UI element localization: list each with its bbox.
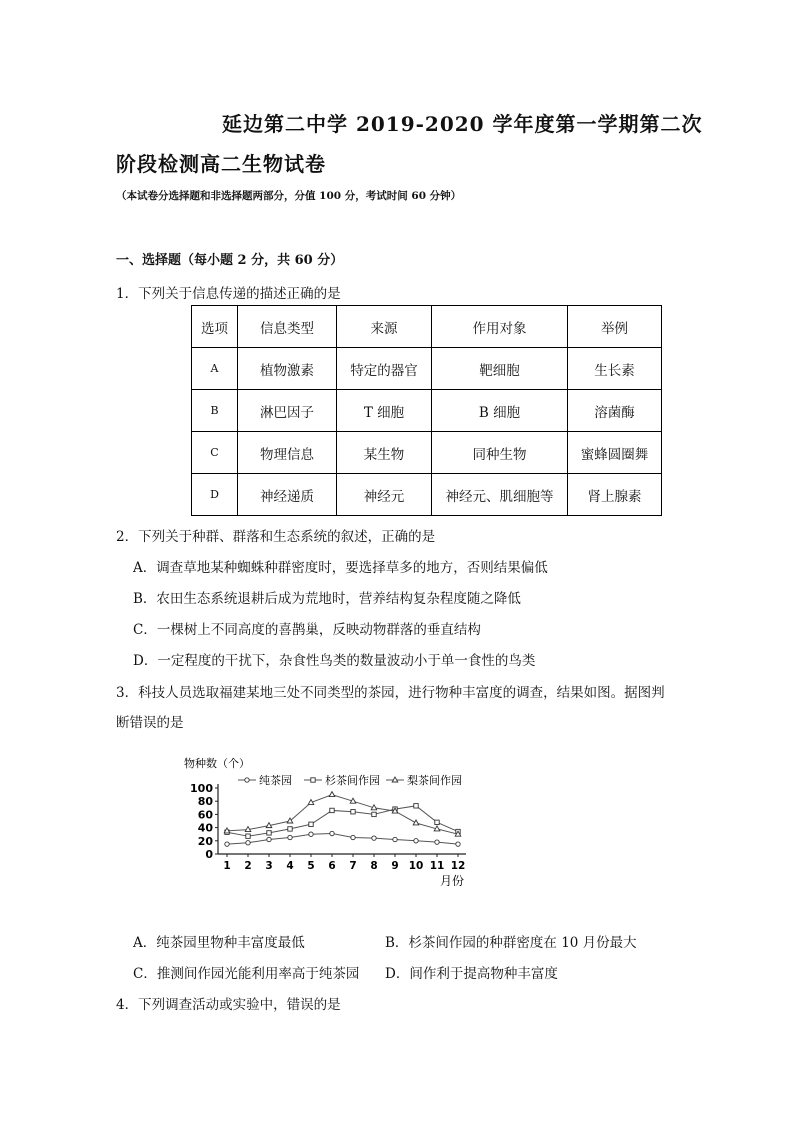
table-cell: B (192, 390, 238, 432)
x-tick-label: 7 (349, 860, 357, 872)
data-point (329, 792, 335, 797)
x-tick-label: 6 (328, 860, 336, 872)
chart-axes (190, 782, 466, 872)
exam-title-line1: 延边第二中学 2019-2020 学年度第一学期第二次 (222, 112, 703, 136)
chart-plot (224, 792, 461, 847)
data-point (309, 832, 313, 836)
table-cell: 同种生物 (432, 432, 568, 474)
table-cell: 物理信息 (238, 432, 337, 474)
y-tick-label: 100 (190, 782, 213, 795)
table-cell: 某生物 (337, 432, 432, 474)
chart-legend (238, 773, 462, 787)
x-tick-label: 9 (391, 860, 399, 872)
x-tick-label: 3 (265, 860, 273, 872)
data-point (414, 804, 418, 808)
x-tick-label: 10 (408, 860, 424, 872)
table-cell: 生长素 (568, 348, 662, 390)
legend-label: 杉茶间作园 (325, 774, 380, 787)
data-point (330, 808, 334, 812)
question-3-stem-line2: 断错误的是 (116, 715, 184, 731)
legend-marker (245, 778, 249, 782)
question-1-stem: 1．下列关于信息传递的描述正确的是 (116, 286, 341, 302)
table-cell: 神经元、肌细胞等 (432, 474, 568, 516)
data-point (393, 837, 397, 841)
question-4-stem: 4．下列调查活动或实验中，错误的是 (116, 997, 341, 1013)
x-tick-label: 8 (370, 860, 378, 872)
question-3-stem-line1: 3．科技人员选取福建某地三处不同类型的茶园，进行物种丰富度的调查，结果如图。据图判 (116, 685, 665, 701)
data-point (372, 812, 376, 816)
chart-x-axis-label: 月份 (440, 874, 465, 888)
data-point (435, 820, 439, 824)
table-header-cell: 来源 (337, 306, 432, 348)
series-line (227, 834, 458, 845)
table-cell: 蜜蜂圆圈舞 (568, 432, 662, 474)
y-tick-label: 60 (197, 808, 213, 822)
data-point (413, 820, 419, 825)
table-cell: 神经元 (337, 474, 432, 516)
y-tick-label: 0 (205, 848, 213, 861)
info-transfer-table (191, 305, 662, 516)
table-row (192, 474, 662, 516)
data-point (372, 836, 376, 840)
exam-title-line2: 阶段检测高二生物试卷 (116, 152, 326, 176)
data-point (267, 831, 271, 835)
data-point (351, 835, 355, 839)
x-tick-label: 2 (244, 860, 252, 872)
series-line (227, 795, 458, 835)
data-point (246, 841, 250, 845)
y-tick-label: 80 (197, 795, 213, 809)
question-2-option-b: B．农田生态系统退耕后成为荒地时，营养结构复杂程度随之降低 (133, 591, 521, 607)
table-row (192, 390, 662, 432)
data-point (351, 810, 355, 814)
legend-label: 梨茶间作园 (407, 774, 462, 787)
question-3-option-d: D．间作利于提高物种丰富度 (385, 966, 558, 982)
data-point (414, 839, 418, 843)
table-cell: D (192, 474, 238, 516)
series-line (227, 806, 458, 836)
table-cell: 淋巴因子 (238, 390, 337, 432)
legend-marker (311, 778, 315, 782)
question-2-option-a: A．调查草地某种蜘蛛种群密度时，要选择草多的地方，否则结果偏低 (133, 560, 548, 576)
legend-label: 纯茶园 (259, 774, 292, 787)
x-tick-label: 4 (286, 860, 294, 872)
table-cell: A (192, 348, 238, 390)
table-cell: 靶细胞 (432, 348, 568, 390)
x-tick-label: 5 (307, 860, 315, 872)
section-heading: 一、选择题（每小题 2 分，共 60 分） (116, 253, 344, 268)
data-point (288, 827, 292, 831)
x-tick-label: 12 (450, 860, 466, 872)
x-tick-label: 11 (429, 860, 445, 872)
table-cell: 肾上腺素 (568, 474, 662, 516)
table-cell: C (192, 432, 238, 474)
y-tick-label: 20 (197, 834, 213, 848)
table-header-cell: 选项 (192, 306, 238, 348)
question-2-stem: 2．下列关于种群、群落和生态系统的叙述，正确的是 (116, 529, 436, 545)
species-richness-chart (178, 752, 478, 892)
data-point (267, 837, 271, 841)
data-point (435, 840, 439, 844)
chart-y-axis-label: 物种数（个） (184, 757, 250, 770)
question-3-option-a: A．纯茶园里物种丰富度最低 (133, 935, 305, 951)
table-header-cell: 作用对象 (432, 306, 568, 348)
data-point (225, 842, 229, 846)
question-2-option-d: D．一定程度的干扰下，杂食性鸟类的数量波动小于单一食性的鸟类 (133, 653, 536, 669)
table-cell: 神经递质 (238, 474, 337, 516)
table-cell: T 细胞 (337, 390, 432, 432)
table-cell: 植物激素 (238, 348, 337, 390)
data-point (330, 831, 334, 835)
question-2-option-c: C．一棵树上不同高度的喜鹊巢，反映动物群落的垂直结构 (133, 622, 481, 638)
table-header-cell: 信息类型 (238, 306, 337, 348)
table-cell: 特定的器官 (337, 348, 432, 390)
table-cell: 溶菌酶 (568, 390, 662, 432)
table-cell: B 细胞 (432, 390, 568, 432)
table-row (192, 432, 662, 474)
question-3-option-c: C．推测间作园光能利用率高于纯茶园 (133, 966, 360, 982)
table-row (192, 348, 662, 390)
exam-note: （本试卷分选择题和非选择题两部分，分值 100 分，考试时间 60 分钟） (116, 190, 462, 202)
table-header-row (192, 306, 662, 348)
question-3-option-b: B．杉茶间作园的种群密度在 10 月份最大 (385, 935, 637, 951)
data-point (246, 834, 250, 838)
y-tick-label: 40 (197, 821, 213, 835)
table-header-cell: 举例 (568, 306, 662, 348)
x-tick-label: 1 (223, 860, 231, 872)
data-point (288, 835, 292, 839)
data-point (456, 842, 460, 846)
data-point (309, 822, 313, 826)
